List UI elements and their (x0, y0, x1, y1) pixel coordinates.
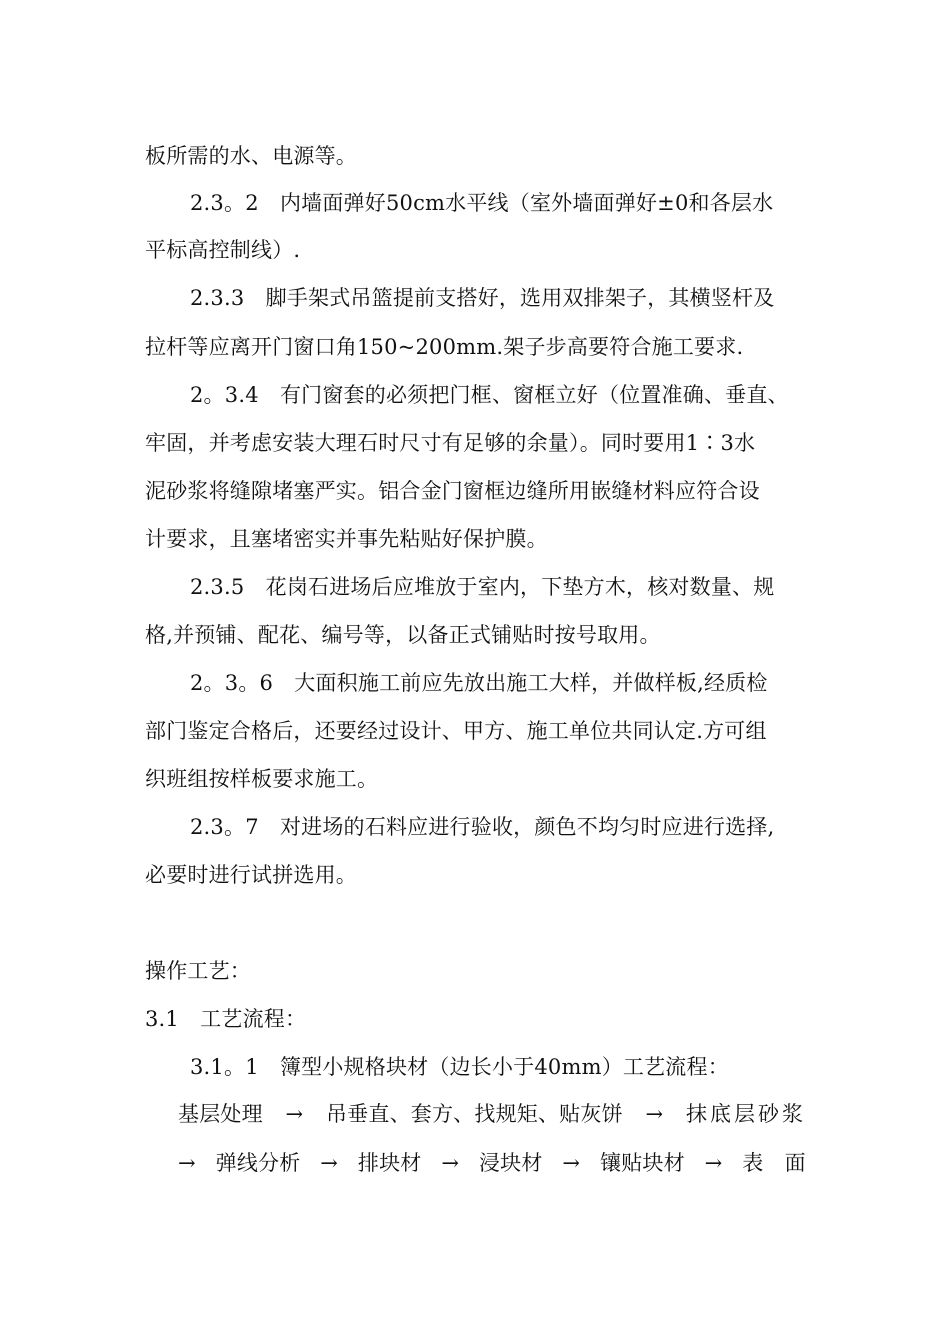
process-flow-row-1 (178, 1100, 806, 1128)
arrow-icon: → (704, 1151, 723, 1175)
heading-3-1-1: 3.1。1 簿型小规格块材（边长小于40mm）工艺流程： (190, 1055, 729, 1079)
flow-step: 抹底层砂浆 (685, 1102, 806, 1126)
section-2-3-6-line-1: 2。3。6 大面积施工前应先放出施工大样，并做样板,经质检 (190, 671, 768, 695)
text-line: 板所需的水、电源等。 (145, 144, 357, 168)
arrow-icon: → (441, 1151, 460, 1175)
flow-step: 弹线分析 (215, 1151, 301, 1175)
section-2-3-3-line-2: 拉杆等应离开门窗口角150~200mm.架子步高要符合施工要求. (145, 335, 744, 359)
section-2-3-4-line-2: 牢固，并考虑安装大理石时尺寸有足够的余量）。同时要用1∶3水 (145, 431, 756, 455)
section-2-3-7-line-1: 2.3。7 对进场的石料应进行验收，颜色不均匀时应进行选择, (190, 815, 775, 839)
flow-step: 基层处理 (178, 1102, 263, 1126)
flow-step: 表 面 (742, 1151, 806, 1175)
section-2-3-7-line-2: 必要时进行试拼选用。 (145, 863, 357, 887)
section-2-3-5-line-2: 格,并预铺、配花、编号等，以备正式铺贴时按号取用。 (145, 623, 661, 647)
flow-step: 镶贴块材 (600, 1151, 685, 1175)
section-2-3-5-line-1: 2.3.5 花岗石进场后应堆放于室内，下垫方木，核对数量、规 (190, 575, 775, 599)
process-flow-row-2 (178, 1149, 806, 1177)
arrow-icon: → (285, 1102, 304, 1126)
flow-step: 排块材 (357, 1151, 422, 1175)
heading-operation-process: 操作工艺： (145, 959, 251, 983)
flow-step: 吊垂直、套方、找规矩、贴灰饼 (325, 1102, 623, 1126)
section-2-3-4-line-1: 2。3.4 有门窗套的必须把门框、窗框立好（位置准确、垂直、 (190, 383, 789, 407)
arrow-icon: → (645, 1102, 664, 1126)
section-2-3-6-line-2: 部门鉴定合格后，还要经过设计、甲方、施工单位共同认定.方可组 (145, 719, 767, 743)
section-2-3-6-line-3: 织班组按样板要求施工。 (145, 767, 379, 791)
arrow-icon: → (178, 1151, 196, 1175)
section-2-3-3-line-1: 2.3.3 脚手架式吊篮提前支搭好，选用双排架子，其横竖杆及 (190, 286, 775, 310)
heading-3-1: 3.1 工艺流程： (145, 1007, 307, 1031)
arrow-icon: → (562, 1151, 581, 1175)
section-2-3-2-line-1: 2.3。2 内墙面弹好50cm水平线（室外墙面弹好±0和各层水 (190, 191, 774, 215)
arrow-icon: → (320, 1151, 339, 1175)
section-2-3-4-line-4: 计要求，且塞堵密实并事先粘贴好保护膜。 (145, 527, 548, 551)
section-2-3-4-line-3: 泥砂浆将缝隙堵塞严实。铝合金门窗框边缝所用嵌缝材料应符合设 (145, 479, 760, 503)
section-2-3-2-line-2: 平标高控制线）. (145, 238, 301, 262)
flow-step: 浸块材 (478, 1151, 543, 1175)
